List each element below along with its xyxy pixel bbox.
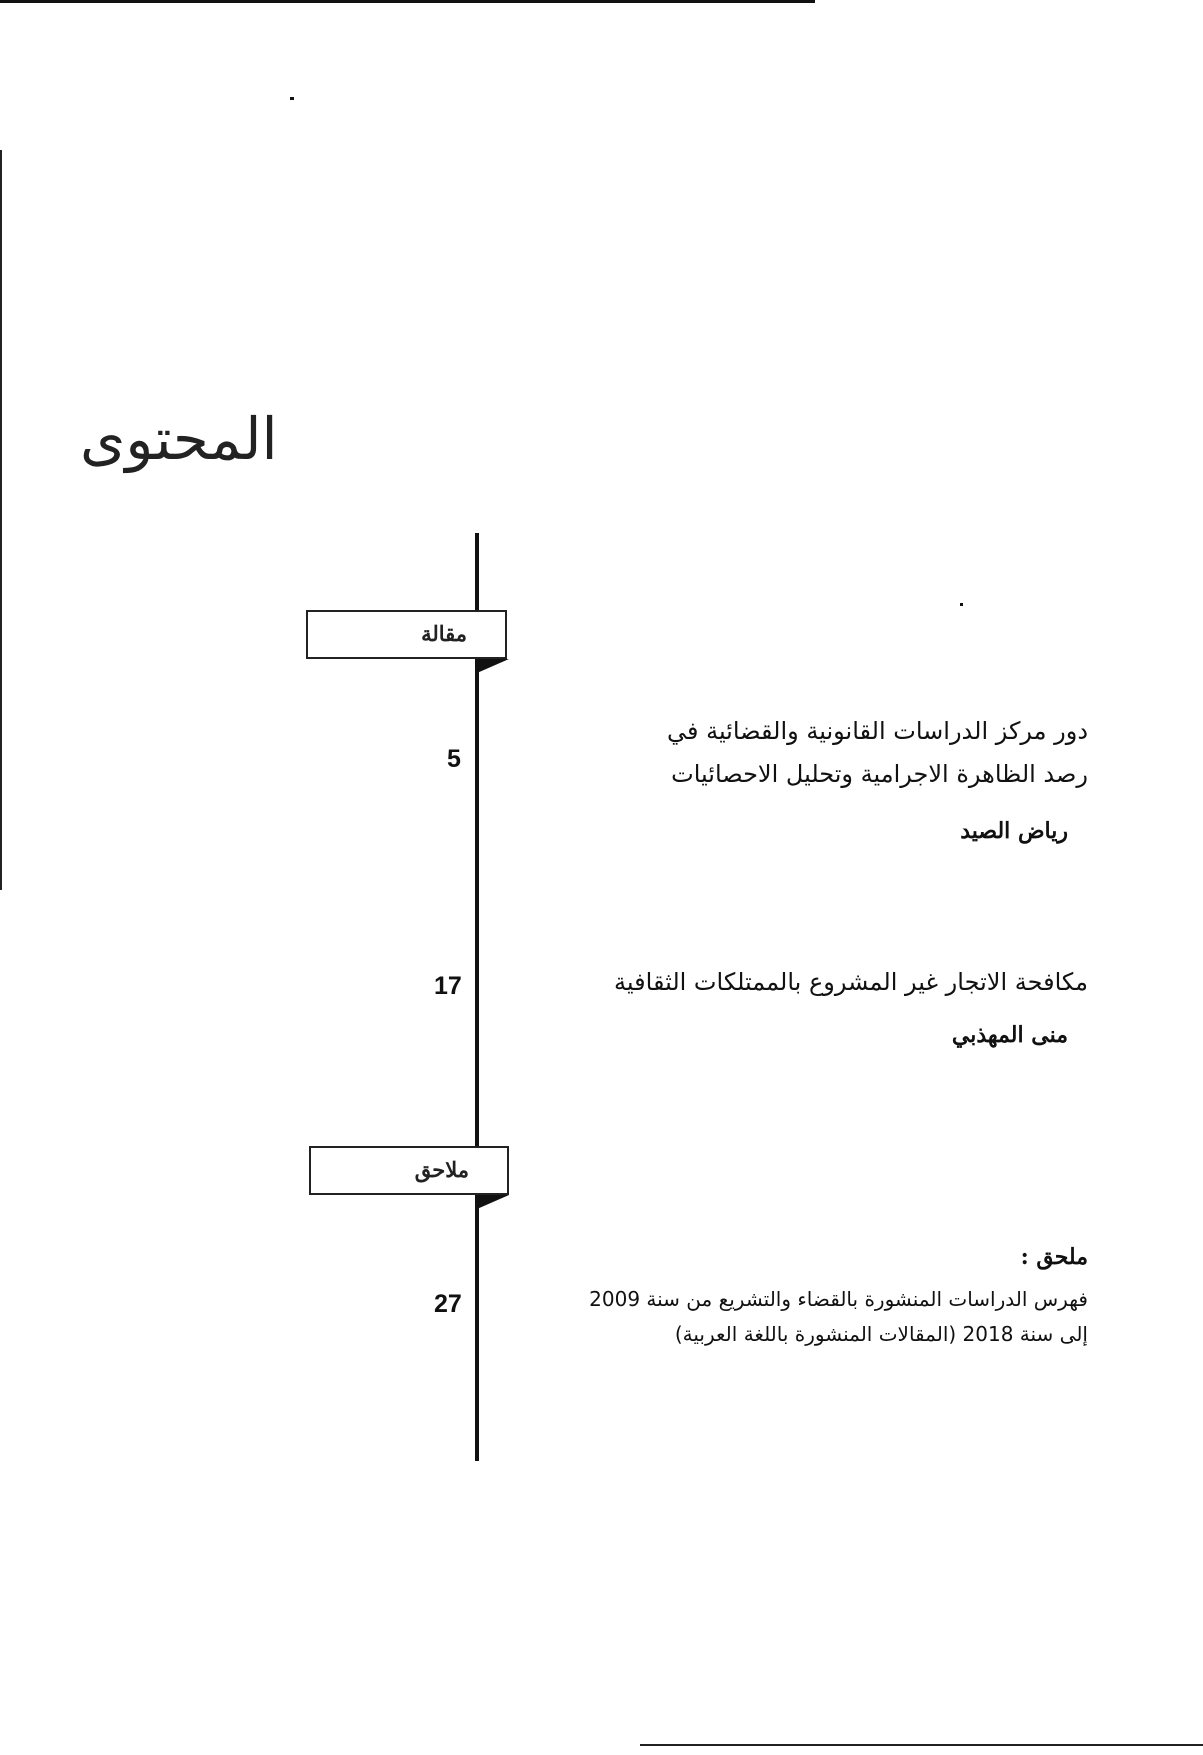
scan-speck [960,603,963,606]
scan-border-bottom [640,1744,1203,1746]
section-tab-label: مقالة [421,621,467,646]
page-number: 27 [434,1290,462,1318]
page-number: 5 [447,745,461,773]
section-tab-label: ملاحق [414,1157,469,1182]
page-title: المحتوى [80,405,278,473]
entry-title-line: رصد الظاهرة الاجرامية وتحليل الاحصائيات [671,760,1088,788]
scan-border-top [0,0,815,3]
entry-author: رياض الصيد [960,818,1068,844]
section-tab-appendices [309,1146,509,1195]
scan-border-left [0,150,2,890]
entry-title-line: دور مركز الدراسات القانونية والقضائية في [666,717,1088,745]
section-tab-article [306,610,507,659]
entry-author: منى المهذبي [951,1022,1068,1048]
tab-flag [477,1195,509,1209]
appendix-label: ملحق : [1020,1244,1088,1270]
page-number: 17 [434,972,462,1000]
scan-speck [290,97,294,100]
appendix-line: إلى سنة 2018 (المقالات المنشورة باللغة العربية) [674,1322,1088,1346]
entry-title-line: مكافحة الاتجار غير المشروع بالممتلكات الثقافية [614,968,1088,996]
appendix-line: فهرس الدراسات المنشورة بالقضاء والتشريع من سنة 2009 [589,1287,1088,1311]
tab-flag [477,659,509,673]
